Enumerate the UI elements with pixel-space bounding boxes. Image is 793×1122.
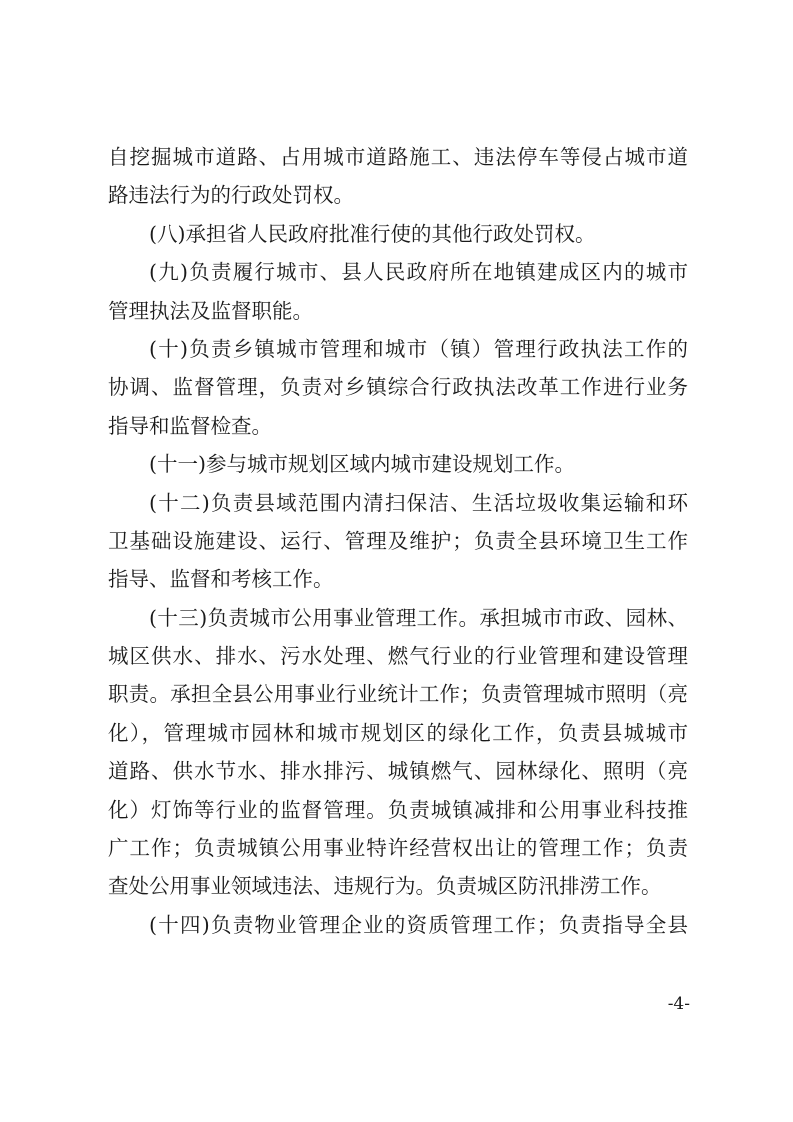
- paragraph-line: (十四)负责物业管理企业的资质管理工作；负责指导全县: [149, 912, 688, 937]
- paragraph: [108, 599, 688, 906]
- paragraph: [108, 138, 688, 215]
- paragraph: [108, 330, 688, 445]
- paragraph-line: (十三)负责城市公用事业管理工作。承担城市市政、园林、: [149, 605, 688, 630]
- paragraph-line: 职责。承担全县公用事业行业统计工作；负责管理城市照明（亮: [108, 682, 688, 707]
- paragraph: [108, 906, 688, 944]
- paragraph-line: 指导、监督和考核工作。: [108, 567, 334, 592]
- paragraph-line: 卫基础设施建设、运行、管理及维护；负责全县环境卫生工作: [108, 528, 688, 553]
- paragraph: [108, 445, 688, 483]
- paragraph-line: 道路、供水节水、排水排污、城镇燃气、园林绿化、照明（亮: [108, 759, 688, 784]
- paragraph-line: (九)负责履行城市、县人民政府所在地镇建成区内的城市: [149, 260, 688, 285]
- paragraph-line: (十一)参与城市规划区域内城市建设规划工作。: [149, 452, 575, 477]
- page-number: -4-: [667, 994, 690, 1014]
- paragraph-line: 路违法行为的行政处罚权。: [108, 183, 354, 208]
- paragraph-line: 化）灯饰等行业的监督管理。负责城镇减排和公用事业科技推: [108, 797, 688, 822]
- paragraph-line: 管理执法及监督职能。: [108, 298, 313, 323]
- paragraph-line: (八)承担省人民政府批准行使的其他行政处罚权。: [149, 221, 596, 246]
- paragraph-line: 协调、监督管理，负责对乡镇综合行政执法改革工作进行业务: [108, 375, 688, 400]
- paragraph-line: (十二)负责县域范围内清扫保洁、生活垃圾收集运输和环: [149, 490, 688, 515]
- paragraph-line: 指导和监督检查。: [108, 413, 272, 438]
- body-text: [108, 138, 688, 944]
- paragraph-line: 化），管理城市园林和城市规划区的绿化工作，负责县城城市: [108, 720, 688, 745]
- paragraph-line: 城区供水、排水、污水处理、燃气行业的行业管理和建设管理: [108, 644, 688, 669]
- paragraph: [108, 484, 688, 599]
- paragraph-line: 广工作；负责城镇公用事业特许经营权出让的管理工作；负责: [108, 836, 688, 861]
- paragraph-line: 自挖掘城市道路、占用城市道路施工、违法停车等侵占城市道: [108, 145, 688, 169]
- paragraph-line: 查处公用事业领域违法、违规行为。负责城区防汛排涝工作。: [108, 874, 662, 899]
- paragraph: [108, 215, 688, 253]
- paragraph: [108, 253, 688, 330]
- paragraph-line: (十)负责乡镇城市管理和城市（镇）管理行政执法工作的: [149, 336, 688, 361]
